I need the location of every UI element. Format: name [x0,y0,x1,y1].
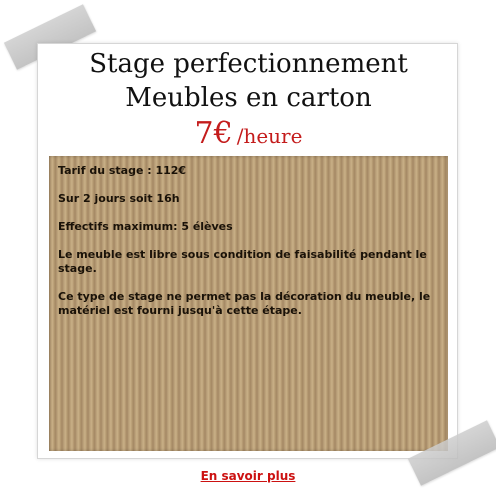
title-line-1: Stage perfectionnement [89,49,408,79]
card-title [38,44,459,115]
details-text [58,164,442,332]
title-line-2: Meubles en carton [125,83,372,113]
price-amount: 7€ [194,116,233,151]
detail-line: Effectifs maximum: 5 élèves [58,220,233,233]
detail-line: Sur 2 jours soit 16h [58,192,180,205]
kraft-panel [49,156,448,451]
detail-line: Ce type de stage ne permet pas la décoration du meuble, le matériel est fourni jusqu'à cette étape. [58,290,431,317]
detail-line: Tarif du stage : 112€ [58,164,187,177]
detail-line: Le meuble est libre sous condition de faisabilité pendant le stage. [58,248,427,275]
learn-more-link[interactable]: En savoir plus [200,469,296,483]
offer-card [37,43,458,459]
price [38,116,459,154]
price-unit: /heure [236,124,303,148]
